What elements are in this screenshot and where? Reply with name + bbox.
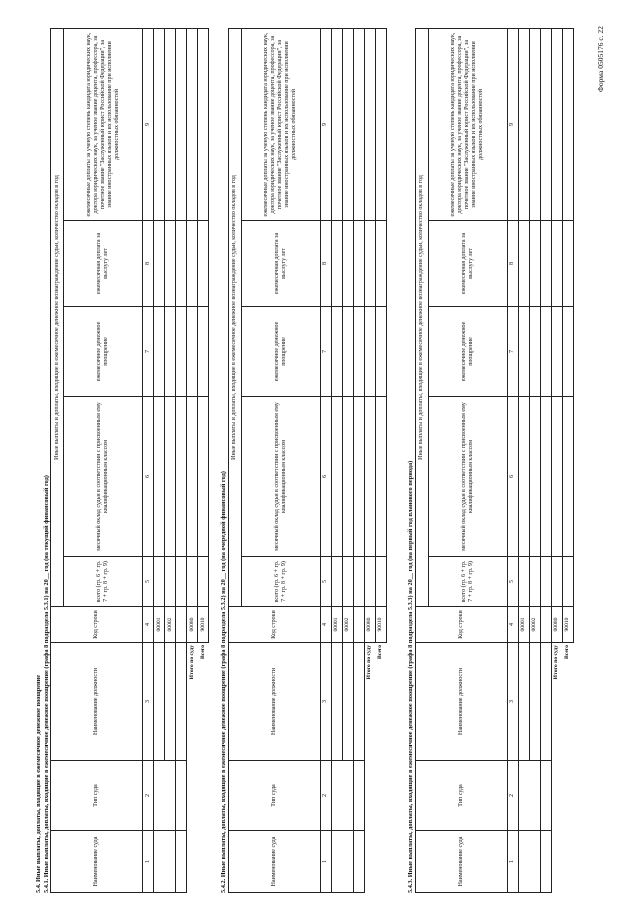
cell[interactable] [551, 29, 562, 221]
cell[interactable] [518, 557, 529, 607]
block-5-4-1 [35, 13, 209, 893]
cell[interactable] [518, 643, 529, 761]
cell[interactable] [331, 761, 353, 831]
cell[interactable] [165, 307, 176, 397]
block-5-4-2 [220, 13, 387, 893]
cell[interactable] [342, 643, 353, 761]
cell[interactable] [518, 221, 529, 307]
colnum: 7 [507, 307, 518, 397]
cell[interactable] [551, 221, 562, 307]
cell[interactable] [364, 29, 375, 221]
cell[interactable] [331, 221, 342, 307]
cell[interactable] [540, 29, 551, 221]
block-title: 5.4.2. Иные выплаты, доплаты, входящие в ежемесячное денежное поощрение (графа 8 подраздела 5.3.2) на 20__ год (на очередной финансовый год) [220, 471, 227, 893]
col-court-type: Тип суда [415, 761, 507, 831]
colnum: 2 [507, 761, 518, 831]
cell[interactable] [353, 643, 364, 761]
colnum: 3 [143, 643, 154, 761]
subtotal-row [551, 29, 562, 893]
cell[interactable] [331, 831, 353, 893]
row-code: 00080 [551, 607, 562, 643]
col-degree-bonus: ежемесячные доплаты за ученую степень кандидата юридических наук, доктора юридических наук, за ученое звание доцента, профессора, за почетное звание "Заслуженный юрист Российской Федерации", за знание иностранных языков и их использование при исполнении должностных обязанностей [64, 29, 143, 221]
cell[interactable] [342, 557, 353, 607]
cell[interactable] [187, 397, 198, 557]
cell[interactable] [187, 29, 198, 221]
colnum: 8 [507, 221, 518, 307]
col-total: всего (гр. 6 + гр. 7 + гр. 8 + гр. 9) [241, 557, 320, 607]
colnum: 7 [320, 307, 331, 397]
section-5-4-title: 5.4. Иные выплаты, доплаты, входящие в ежемесячное денежное поощрение [35, 674, 42, 893]
colnum: 2 [143, 761, 154, 831]
cell[interactable] [353, 761, 364, 831]
colnum: 3 [320, 643, 331, 761]
colnum: 7 [143, 307, 154, 397]
cell[interactable] [342, 397, 353, 557]
colnum: 5 [507, 557, 518, 607]
cell[interactable] [198, 29, 209, 221]
row-code: 00001 [331, 607, 342, 643]
form-number: Форма 0505176 с. 22 [596, 26, 605, 92]
subtotal-label: Итого по суду [366, 645, 373, 680]
cell[interactable] [540, 557, 551, 607]
cell[interactable] [176, 557, 187, 607]
cell[interactable] [364, 397, 375, 557]
col-seniority: ежемесячная доплата за выслугу лет [428, 221, 507, 307]
col-salary: месячный оклад судьи в соответствии с присвоенным ему квалификационным классом [241, 397, 320, 557]
cell[interactable] [518, 29, 529, 221]
row-code: 00080 [187, 607, 198, 643]
payments-table [228, 28, 387, 893]
cell[interactable] [353, 831, 364, 893]
cell[interactable] [540, 761, 551, 831]
cell[interactable] [364, 221, 375, 307]
col-court-name: Наименование суда [228, 831, 320, 893]
colnum: 1 [143, 831, 154, 893]
cell[interactable] [198, 307, 209, 397]
subtotal-row [187, 29, 198, 893]
subtotal-label: Итого по суду [553, 645, 560, 680]
cell[interactable] [562, 307, 573, 397]
cell[interactable] [529, 557, 540, 607]
cell[interactable] [165, 643, 176, 761]
col-row-code: Код строки [51, 607, 143, 643]
col-court-type: Тип суда [228, 761, 320, 831]
col-salary: месячный оклад судьи в соответствии с присвоенным ему квалификационным классом [64, 397, 143, 557]
cell[interactable] [176, 397, 187, 557]
row-code: 00080 [364, 607, 375, 643]
cell[interactable] [154, 831, 176, 893]
colnum: 1 [507, 831, 518, 893]
cell[interactable] [518, 397, 529, 557]
colnum: 8 [320, 221, 331, 307]
colnum: 8 [143, 221, 154, 307]
cell[interactable] [353, 557, 364, 607]
col-court-name: Наименование суда [51, 831, 143, 893]
col-court-type: Тип суда [51, 761, 143, 831]
cell[interactable] [551, 557, 562, 607]
row-code: 00001 [154, 607, 165, 643]
row-code: 90010 [375, 607, 386, 643]
cell[interactable] [562, 29, 573, 221]
col-group-header: Иные выплаты и доплаты, входящие в ежемесячное денежное вознаграждение судьи, количество окладов в год [51, 29, 64, 607]
colnum: 1 [320, 831, 331, 893]
cell[interactable] [540, 831, 551, 893]
cell[interactable] [176, 831, 187, 893]
cell[interactable] [154, 643, 165, 761]
row-code: 00002 [342, 607, 353, 643]
cell[interactable] [562, 557, 573, 607]
cell[interactable] [353, 397, 364, 557]
cell[interactable] [187, 557, 198, 607]
total-row [375, 29, 386, 893]
row-code: 00002 [529, 607, 540, 643]
payments-table [415, 28, 574, 893]
cell[interactable] [353, 307, 364, 397]
rotated-page [35, 8, 595, 893]
col-row-code: Код строки [228, 607, 320, 643]
col-row-code: Код строки [415, 607, 507, 643]
cell[interactable] [198, 557, 209, 607]
cell[interactable] [540, 307, 551, 397]
col-position: Наименование должности [51, 643, 143, 761]
cell[interactable] [529, 397, 540, 557]
cell[interactable] [154, 307, 165, 397]
cell[interactable] [375, 557, 386, 607]
cell[interactable] [331, 397, 342, 557]
colnum: 2 [320, 761, 331, 831]
block-title: 5.4.3. Иные выплаты, доплаты, входящие в ежемесячное денежное поощрение (графа 8 подраздела 5.3.3) на 20__ год (на первый год планового периода) [407, 460, 414, 893]
block-5-4-3 [407, 13, 574, 893]
cell[interactable] [529, 643, 540, 761]
cell[interactable] [154, 397, 165, 557]
col-total: всего (гр. 6 + гр. 7 + гр. 8 + гр. 9) [64, 557, 143, 607]
cell[interactable] [165, 29, 176, 221]
cell[interactable] [364, 557, 375, 607]
col-salary: месячный оклад судьи в соответствии с присвоенным ему квалификационным классом [428, 397, 507, 557]
row-code: 90010 [562, 607, 573, 643]
cell[interactable] [331, 643, 342, 761]
cell[interactable] [375, 307, 386, 397]
cell[interactable] [187, 221, 198, 307]
col-degree-bonus: ежемесячные доплаты за ученую степень кандидата юридических наук, доктора юридических наук, за ученое звание доцента, профессора, за почетное звание "Заслуженный юрист Российской Федерации", за знание иностранных языков и их использование при исполнении должностных обязанностей [428, 29, 507, 221]
cell[interactable] [529, 307, 540, 397]
col-group-header: Иные выплаты и доплаты, входящие в ежемесячное денежное вознаграждение судьи, количество окладов в год [415, 29, 428, 607]
col-monthly-bonus: ежемесячное денежное поощрение [428, 307, 507, 397]
cell[interactable] [198, 221, 209, 307]
cell[interactable] [331, 307, 342, 397]
colnum: 9 [507, 29, 518, 221]
cell[interactable] [342, 29, 353, 221]
cell[interactable] [154, 29, 165, 221]
cell[interactable] [518, 761, 540, 831]
cell[interactable] [540, 397, 551, 557]
table-row [176, 29, 187, 893]
subtotal-row [364, 29, 375, 893]
colnum: 5 [143, 557, 154, 607]
cell[interactable] [198, 397, 209, 557]
cell[interactable] [353, 607, 364, 643]
cell[interactable] [331, 29, 342, 221]
colnum: 4 [507, 607, 518, 643]
table-row [331, 29, 342, 893]
table-row [518, 29, 529, 893]
cell[interactable] [165, 557, 176, 607]
cell[interactable] [342, 221, 353, 307]
row-code: 90010 [198, 607, 209, 643]
colnum: 4 [320, 607, 331, 643]
cell[interactable] [342, 307, 353, 397]
payments-table [50, 28, 209, 893]
cell[interactable] [364, 307, 375, 397]
cell[interactable] [562, 397, 573, 557]
cell[interactable] [529, 29, 540, 221]
colnum: 6 [143, 397, 154, 557]
cell[interactable] [165, 397, 176, 557]
cell[interactable] [165, 221, 176, 307]
cell[interactable] [375, 221, 386, 307]
cell[interactable] [176, 29, 187, 221]
cell[interactable] [518, 831, 540, 893]
cell[interactable] [562, 221, 573, 307]
colnum: 9 [143, 29, 154, 221]
cell[interactable] [529, 221, 540, 307]
cell[interactable] [176, 307, 187, 397]
col-seniority: ежемесячная доплата за выслугу лет [64, 221, 143, 307]
cell[interactable] [353, 221, 364, 307]
cell[interactable] [176, 221, 187, 307]
cell[interactable] [518, 307, 529, 397]
row-code: 00001 [518, 607, 529, 643]
subtotal-label: Итого по суду [188, 645, 195, 680]
col-group-header: Иные выплаты и доплаты, входящие в ежемесячное денежное вознаграждение судьи, количество окладов в год [228, 29, 241, 607]
cell[interactable] [176, 761, 187, 831]
cell[interactable] [375, 397, 386, 557]
cell[interactable] [154, 761, 176, 831]
cell[interactable] [176, 643, 187, 761]
cell[interactable] [375, 29, 386, 221]
table-row [540, 29, 551, 893]
cell[interactable] [540, 643, 551, 761]
colnum: 5 [320, 557, 331, 607]
col-position: Наименование должности [228, 643, 320, 761]
cell[interactable] [540, 221, 551, 307]
colnum: 6 [507, 397, 518, 557]
block-title: 5.4.1. Иные выплаты, доплаты, входящие в ежемесячное денежное поощрение (графа 8 подраздела 5.3.1) на 20__ год (на текущий финансовый год) [42, 475, 50, 893]
cell[interactable] [551, 307, 562, 397]
total-label: Всего [377, 645, 383, 659]
cell[interactable] [154, 557, 165, 607]
col-seniority: ежемесячная доплата за выслугу лет [241, 221, 320, 307]
total-row [562, 29, 573, 893]
cell[interactable] [540, 607, 551, 643]
total-label: Всего [564, 645, 570, 659]
col-position: Наименование должности [415, 643, 507, 761]
cell[interactable] [176, 607, 187, 643]
cell[interactable] [154, 221, 165, 307]
total-row [198, 29, 209, 893]
col-monthly-bonus: ежемесячное денежное поощрение [241, 307, 320, 397]
col-court-name: Наименование суда [415, 831, 507, 893]
colnum: 9 [320, 29, 331, 221]
cell[interactable] [551, 397, 562, 557]
cell[interactable] [353, 29, 364, 221]
row-code: 00002 [165, 607, 176, 643]
table-row [154, 29, 165, 893]
colnum: 3 [507, 643, 518, 761]
table-row [353, 29, 364, 893]
col-degree-bonus: ежемесячные доплаты за ученую степень кандидата юридических наук, доктора юридических наук, за ученое звание доцента, профессора, за почетное звание "Заслуженный юрист Российской Федерации", за знание иностранных языков и их использование при исполнении должностных обязанностей [241, 29, 320, 221]
colnum: 6 [320, 397, 331, 557]
colnum: 4 [143, 607, 154, 643]
col-total: всего (гр. 6 + гр. 7 + гр. 8 + гр. 9) [428, 557, 507, 607]
total-label: Всего [199, 645, 206, 659]
cell[interactable] [331, 557, 342, 607]
col-monthly-bonus: ежемесячное денежное поощрение [64, 307, 143, 397]
cell[interactable] [187, 307, 198, 397]
